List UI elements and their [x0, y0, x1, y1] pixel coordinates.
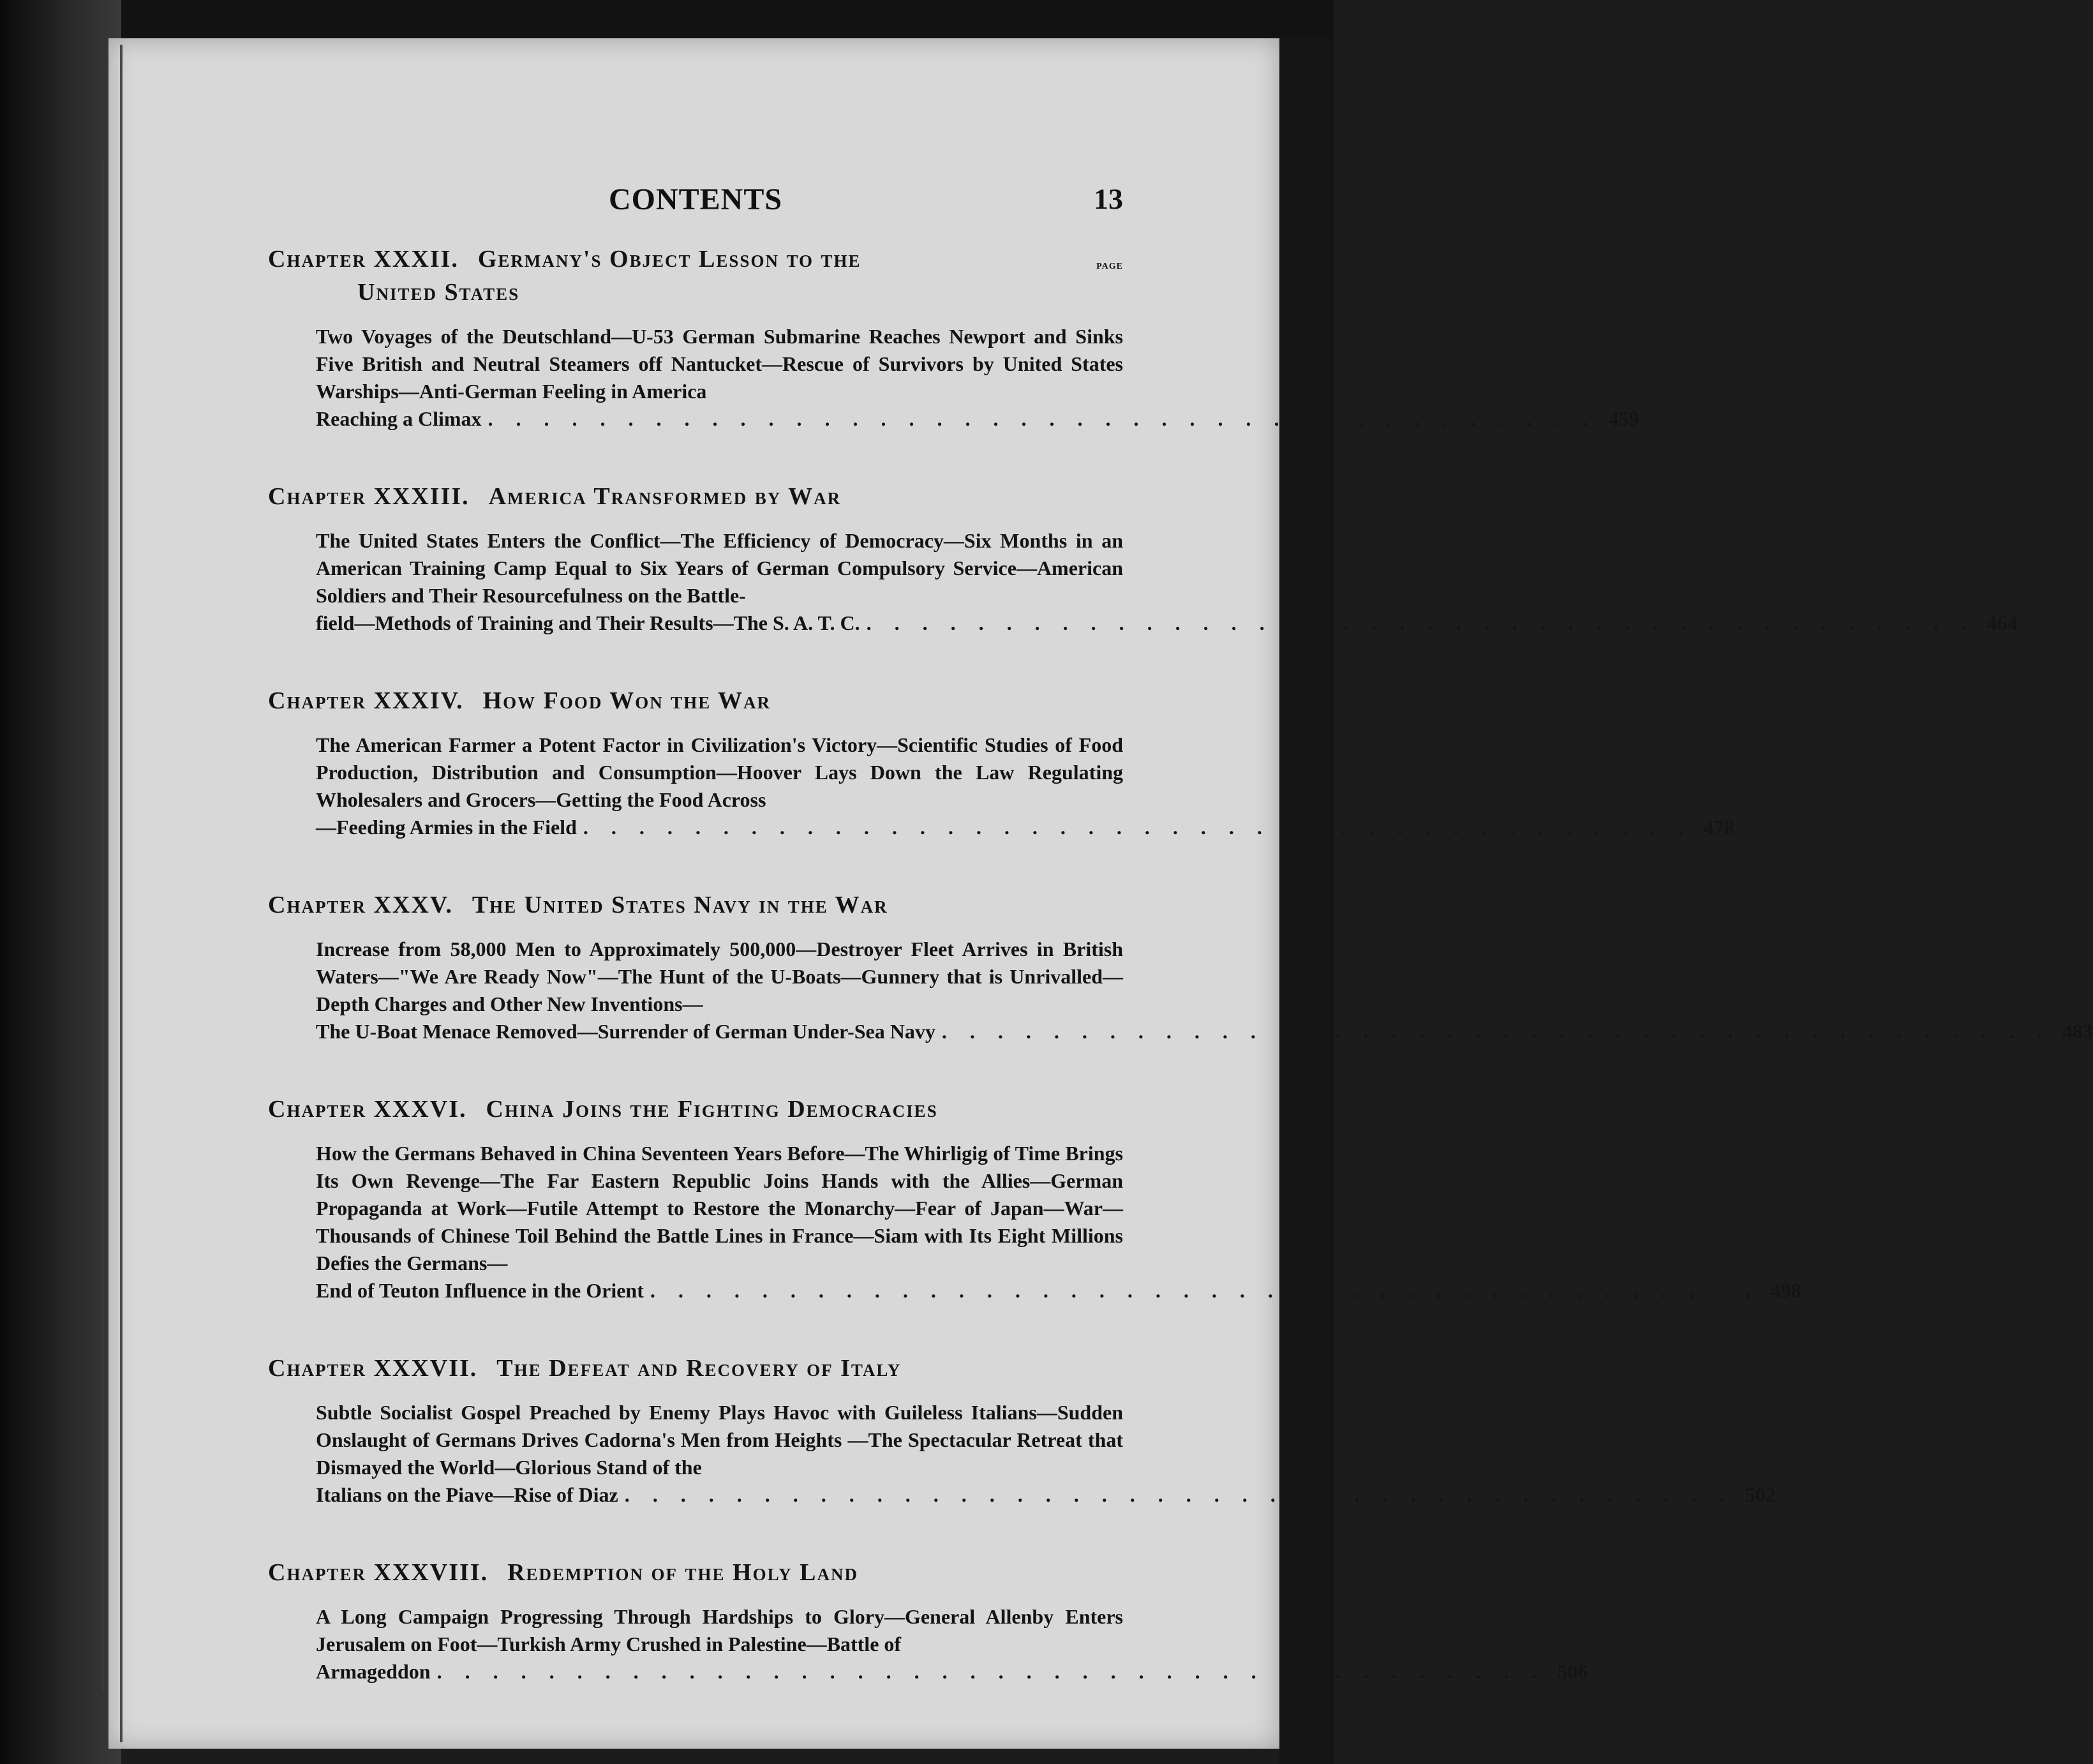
synopsis-last-line: [316, 405, 1639, 433]
chapter-page-number: 506: [1557, 1660, 1588, 1683]
synopsis-text: The American Farmer a Potent Factor in Civilization's Victory—Scientific Studies of Food Production, Distribution and Consumption—Hoover Lays Down the Law Regulating Wholesalers and Grocers—Getting the Food Across: [316, 733, 1123, 811]
chapter-heading: [268, 480, 1123, 513]
chapter-entry-xxxvi: [268, 1093, 1801, 1304]
dot-leader: . . . . . . . . . . . . . . . . . . . . . . . . . . . . . . . . . . . . . . . .: [941, 1020, 2051, 1043]
chapter-title: The Defeat and Recovery of Italy: [496, 1355, 902, 1382]
page-binding-line-outer: [102, 160, 104, 1691]
chapter-number: Chapter XXXVIII.: [268, 1559, 489, 1586]
chapter-entry-xxxv: [268, 888, 2093, 1045]
chapter-synopsis: [316, 323, 1639, 433]
synopsis-last-text: field—Methods of Training and Their Results—The S. A. T. C.: [316, 611, 860, 634]
dot-leader: . . . . . . . . . . . . . . . . . . . . . . . . . . . . . . . . . . . . . . . .: [436, 1660, 1546, 1683]
chapter-title: Germany's Object Lesson to the: [477, 246, 861, 273]
chapter-title: How Food Won the War: [482, 687, 771, 714]
chapter-number: Chapter XXXIV.: [268, 687, 464, 714]
page-binding-line: [120, 45, 123, 1742]
synopsis-text: How the Germans Behaved in China Seventeen Years Before—The Whirligig of Time Brings Its Own Revenge—The Far Eastern Republic Joins Hands with the Allies—German Propaganda at Work—Futile Attempt to Restore the Monarchy—Fear of Japan—War—Thousands of Chinese Toil Behind the Battle Lines in France—Siam with Its Eight Millions Defies the Germans—: [316, 1142, 1123, 1274]
dot-leader: . . . . . . . . . . . . . . . . . . . . . . . . . . . . . . . . . . . . . . . .: [488, 407, 1597, 430]
chapter-page-number: 478: [1703, 816, 1734, 839]
dot-leader: . . . . . . . . . . . . . . . . . . . . . . . . . . . . . . . . . . . . . . . .: [583, 816, 1692, 839]
chapter-page-number: 464: [1986, 611, 2018, 634]
chapter-page-number: 459: [1608, 407, 1639, 430]
page-column-label: PAGE: [1096, 262, 1123, 271]
table-of-contents: [268, 243, 2093, 1733]
chapter-synopsis: [316, 527, 2018, 637]
chapter-number: Chapter XXXVI.: [268, 1096, 467, 1123]
synopsis-last-line: [316, 609, 2018, 637]
chapter-synopsis: [316, 1603, 1588, 1686]
chapter-title: Redemption of the Holy Land: [507, 1559, 858, 1586]
synopsis-last-line: [316, 1277, 1801, 1304]
synopsis-last-line: [316, 1481, 1776, 1509]
chapter-heading: [268, 1556, 1123, 1589]
chapter-number: Chapter XXXIII.: [268, 483, 470, 510]
dot-leader: . . . . . . . . . . . . . . . . . . . . . . . . . . . . . . . . . . . . . . . .: [624, 1483, 1734, 1506]
chapter-entry-xxxiii: [268, 480, 2018, 637]
chapter-heading: [268, 684, 1123, 717]
chapter-heading: [268, 243, 1123, 309]
synopsis-last-line: [316, 1658, 1588, 1686]
synopsis-last-text: Armageddon: [316, 1660, 431, 1683]
chapter-entry-xxxii: [268, 243, 1639, 433]
synopsis-text: A Long Campaign Progressing Through Hardships to Glory—General Allenby Enters Jerusalem on Foot—Turkish Army Crushed in Palestine—Battle of: [316, 1605, 1123, 1656]
chapter-number: Chapter XXXII.: [268, 246, 459, 273]
chapter-page-number: 483: [2062, 1020, 2093, 1043]
chapter-synopsis: [316, 1140, 1801, 1304]
page-number: 13: [1094, 183, 1123, 215]
chapter-page-number: 502: [1745, 1483, 1776, 1506]
synopsis-text: The United States Enters the Conflict—The Efficiency of Democracy—Six Months in an American Training Camp Equal to Six Years of German Compulsory Service—American Soldiers and Their Resourcefulness on the Battle-: [316, 529, 1123, 607]
chapter-number: Chapter XXXVII.: [268, 1355, 478, 1382]
chapter-entry-xxxvii: [268, 1352, 1776, 1509]
synopsis-last-text: Italians on the Piave—Rise of Diaz: [316, 1483, 618, 1506]
chapter-page-number: 498: [1770, 1279, 1801, 1302]
synopsis-last-text: The U-Boat Menace Removed—Surrender of German Under-Sea Navy: [316, 1020, 935, 1043]
chapter-number: Chapter XXXV.: [268, 892, 453, 918]
chapter-entry-xxxiv: [268, 684, 1734, 841]
synopsis-text: Increase from 58,000 Men to Approximately 500,000—Destroyer Fleet Arrives in British Waters—"We Are Ready Now"—The Hunt of the U-Boats—Gunnery that is Unrivalled—Depth Charges and Other New Inventions—: [316, 938, 1123, 1015]
synopsis-text: Subtle Socialist Gospel Preached by Enemy Plays Havoc with Guileless Italians—Sudden Onslaught of Germans Drives Cadorna's Men from Heights —The Spectacular Retreat that Dismayed the World—Glorious Stand of the: [316, 1401, 1123, 1479]
synopsis-text: Two Voyages of the Deutschland—U-53 German Submarine Reaches Newport and Sinks Five British and Neutral Steamers off Nantucket—Rescue of Survivors by United States Warships—Anti-German Feeling in America: [316, 325, 1123, 403]
running-head: [268, 182, 1123, 220]
synopsis-last-text: —Feeding Armies in the Field: [316, 816, 577, 839]
chapter-title: America Transformed by War: [488, 483, 842, 510]
chapter-heading: [268, 1352, 1123, 1385]
page-title: CONTENTS: [608, 183, 783, 216]
dot-leader: . . . . . . . . . . . . . . . . . . . . . . . . . . . . . . . . . . . . . . . .: [650, 1279, 1759, 1302]
dot-leader: . . . . . . . . . . . . . . . . . . . . . . . . . . . . . . . . . . . . . . . .: [866, 611, 1976, 634]
synopsis-last-text: Reaching a Climax: [316, 407, 482, 430]
scan-top-edge: [0, 0, 1334, 40]
chapter-synopsis: [316, 936, 2093, 1045]
synopsis-last-text: End of Teuton Influence in the Orient: [316, 1279, 644, 1302]
synopsis-last-line: [316, 814, 1734, 841]
chapter-entry-xxxviii: [268, 1556, 1588, 1686]
chapter-heading: [268, 1093, 1123, 1126]
chapter-synopsis: [316, 1399, 1776, 1509]
chapter-title-continued: United States: [357, 279, 520, 306]
chapter-heading: [268, 888, 1123, 922]
chapter-title: The United States Navy in the War: [472, 892, 888, 918]
chapter-title: China Joins the Fighting Democracies: [486, 1096, 938, 1123]
synopsis-last-line: [316, 1018, 2093, 1045]
chapter-synopsis: [316, 731, 1734, 841]
